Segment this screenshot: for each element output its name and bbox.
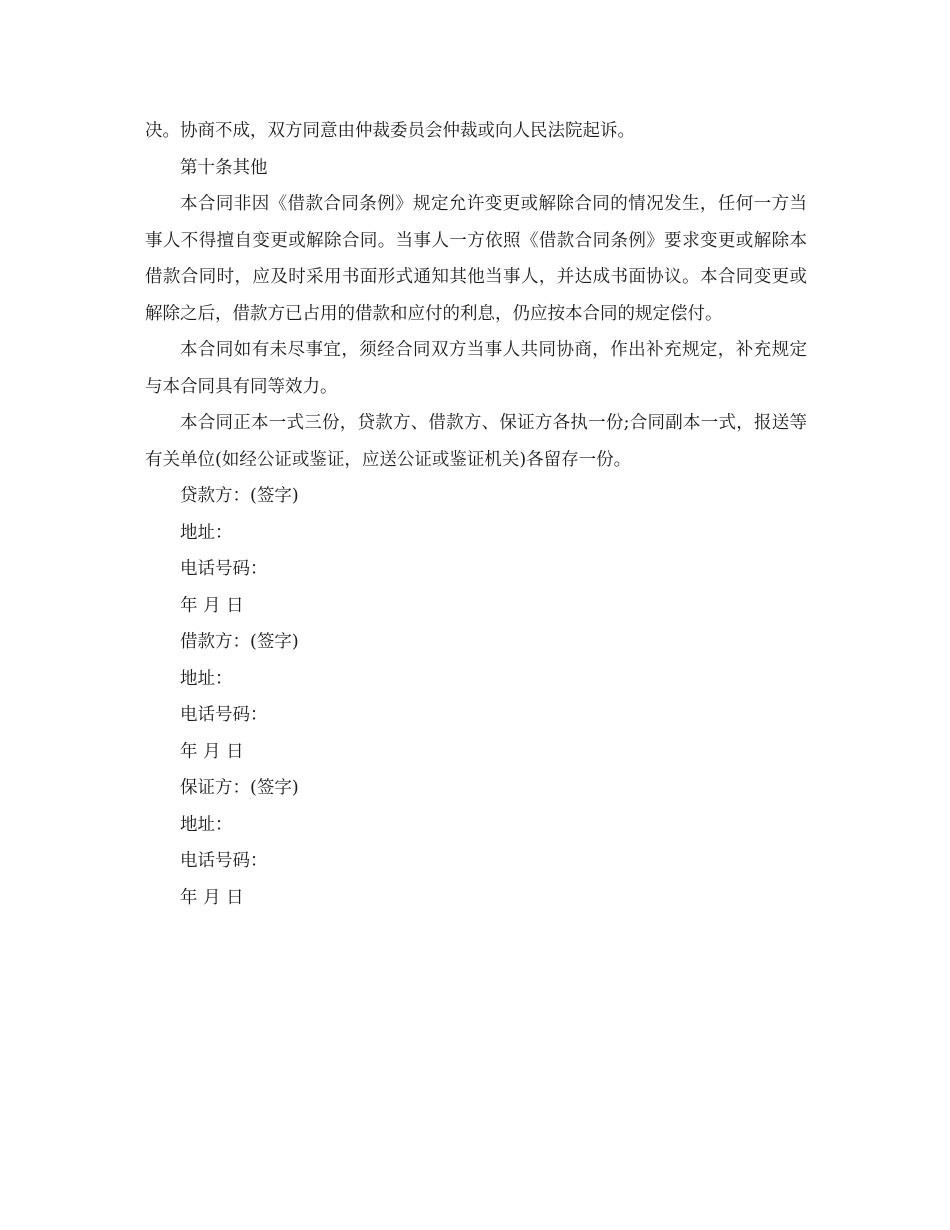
signature-phone-label: 电话号码： (180, 559, 268, 579)
paragraph-supplementary-terms: 本合同如有未尽事宜，须经合同双方当事人共同协商，作出补充规定，补充规定与本合同具有同等效力。 (145, 340, 807, 397)
signature-address-label: 地址： (180, 814, 233, 835)
signature-party-label: 保证方：(签字) (180, 778, 299, 798)
signature-party-label: 借款方：(签字) (180, 632, 299, 652)
signature-address-label: 地址： (180, 668, 233, 689)
signature-block-lender (145, 478, 807, 624)
section-heading-article-10: 第十条其他 (180, 157, 268, 178)
signature-date-label: 年 月 日 (180, 741, 244, 762)
signature-block-guarantor (145, 770, 807, 916)
paragraph-copies: 本合同正本一式三份，贷款方、借款方、保证方各执一份;合同副本一式，报送等有关单位(如经公证或鉴证，应送公证或鉴证机关)各留存一份。 (145, 413, 807, 470)
signature-date-label: 年 月 日 (180, 595, 244, 616)
signature-phone-label: 电话号码： (180, 851, 268, 871)
signature-block-borrower (145, 624, 807, 770)
paragraph-contract-modification: 本合同非因《借款合同条例》规定允许变更或解除合同的情况发生，任何一方当事人不得擅自变更或解除合同。当事人一方依照《借款合同条例》要求变更或解除本借款合同时，应及时采用书面形式通知其他当事人，并达成书面协议。本合同变更或解除之后，借款方已占用的借款和应付的利息，仍应按本合同的规定偿付。 (145, 194, 807, 324)
signature-date-label: 年 月 日 (180, 887, 244, 908)
signature-address-label: 地址： (180, 522, 233, 543)
document-page (145, 113, 807, 916)
signature-party-label: 贷款方：(签字) (180, 486, 299, 506)
signature-phone-label: 电话号码： (180, 705, 268, 725)
paragraph-dispute-resolution: 决。协商不成，双方同意由仲裁委员会仲裁或向人民法院起诉。 (145, 121, 635, 141)
